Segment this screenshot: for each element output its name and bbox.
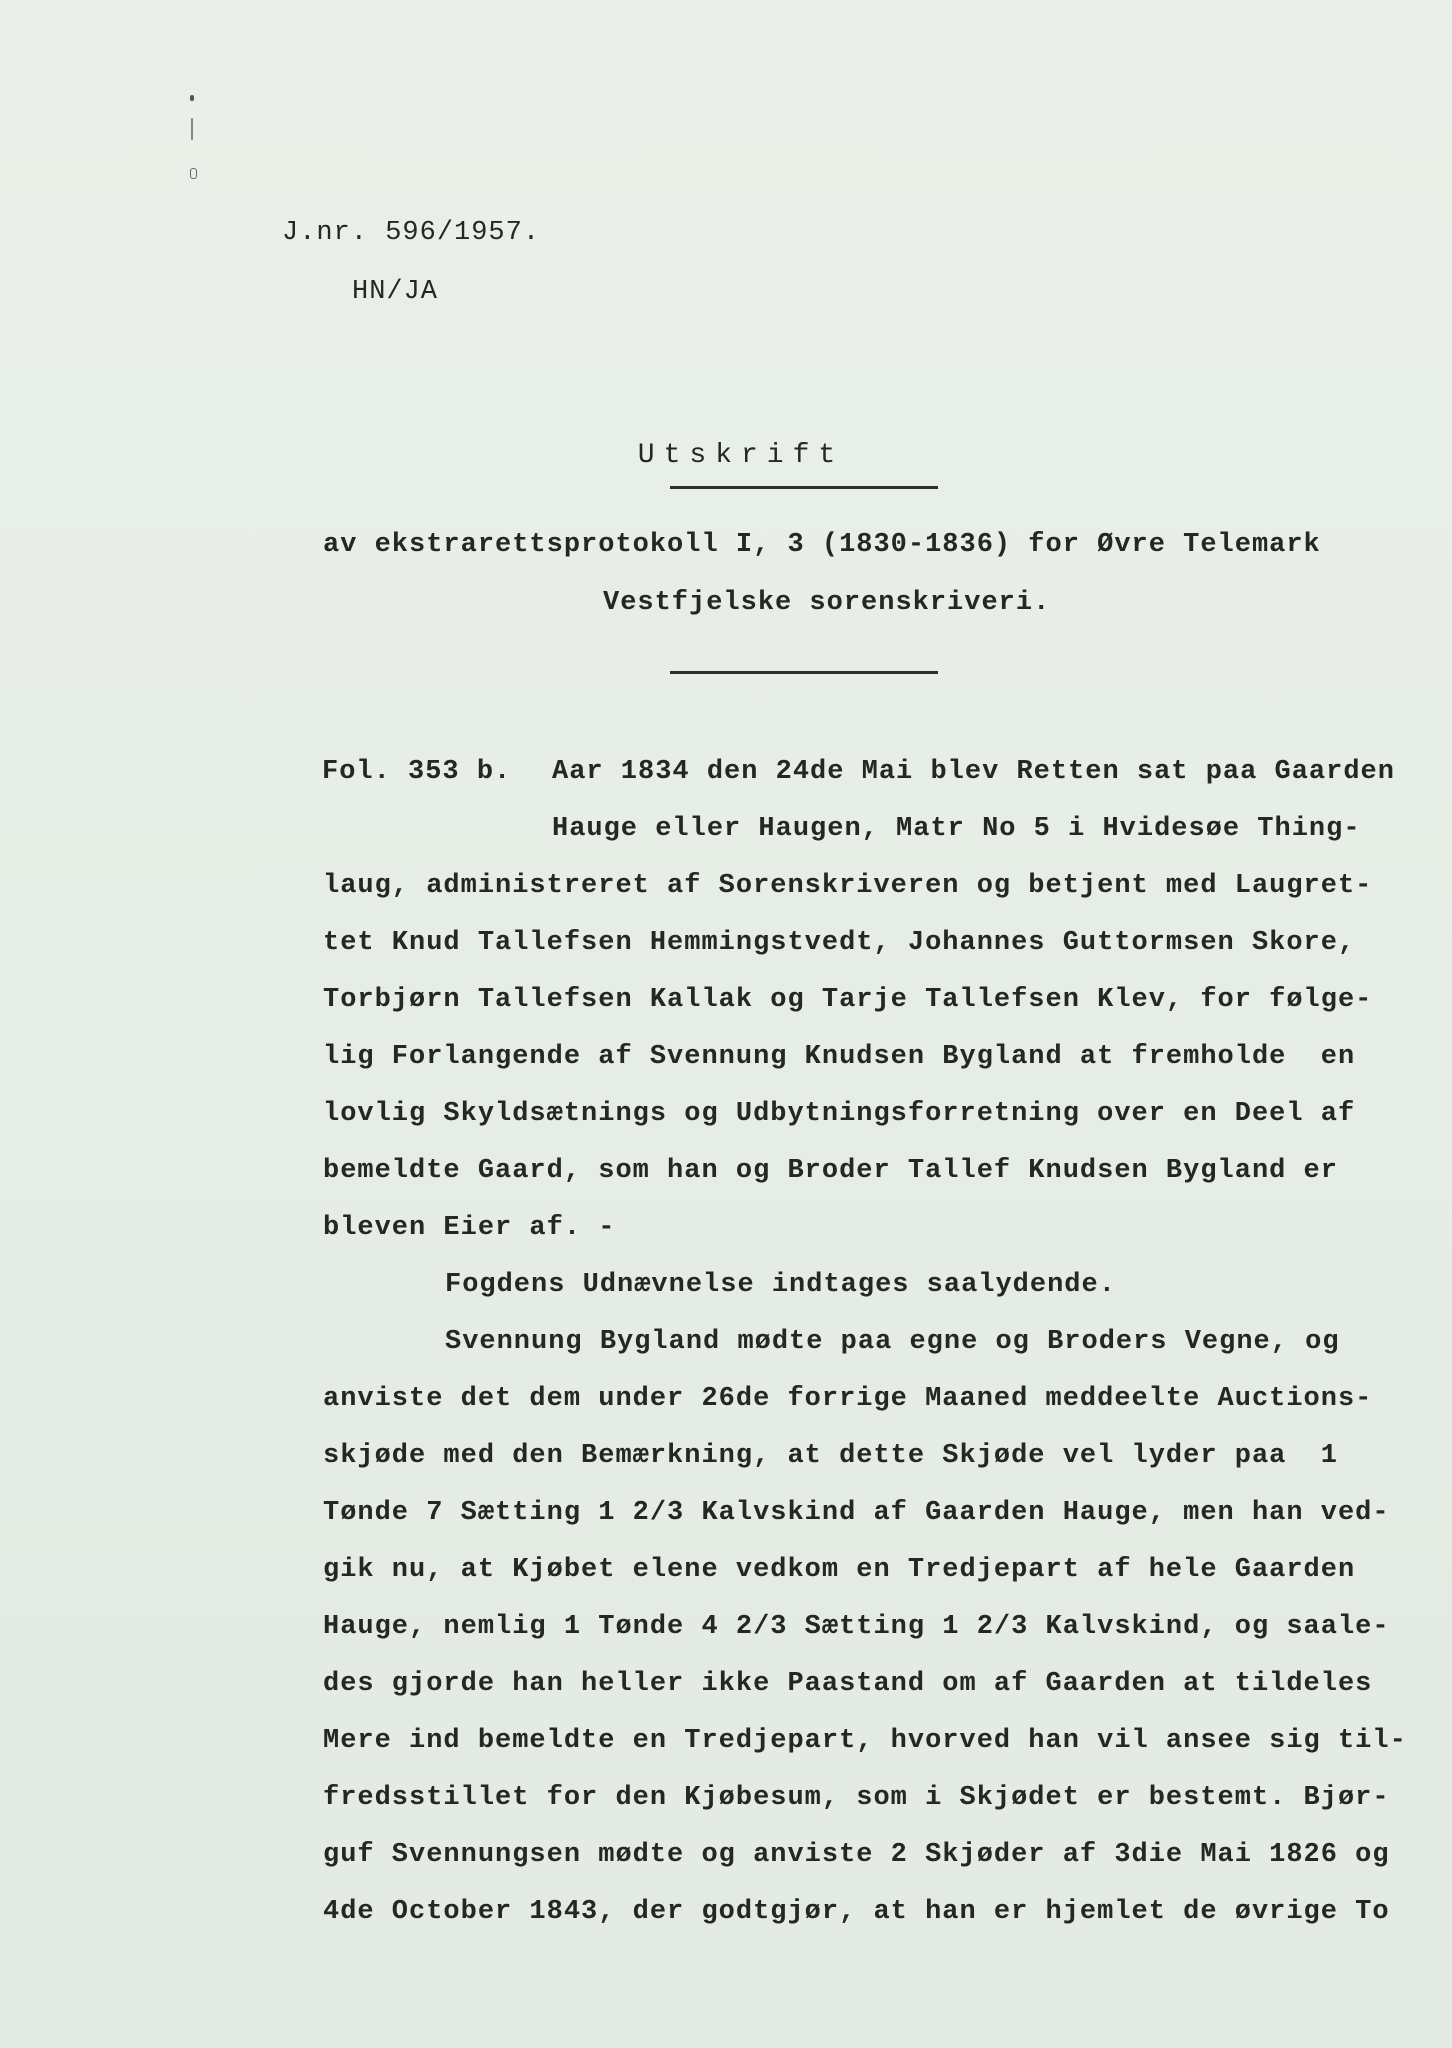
- document-title: Utskrift: [637, 440, 845, 471]
- body-line: lig Forlangende af Svennung Knudsen Bygland at fremholde en: [323, 1042, 1356, 1072]
- body-line: gik nu, at Kjøbet elene vedkom en Tredjepart af hele Gaarden: [323, 1555, 1356, 1585]
- body-line: bemeldte Gaard, som han og Broder Tallef Knudsen Bygland er: [323, 1156, 1338, 1186]
- body-line: laug, administreret af Sorenskriveren og betjent med Laugret-: [323, 871, 1373, 901]
- section-divider: [670, 671, 938, 674]
- body-line: guf Svennungsen mødte og anviste 2 Skjøder af 3die Mai 1826 og: [323, 1840, 1390, 1870]
- subtitle-line-1: av ekstrarettsprotokoll I, 3 (1830-1836) for Øvre Telemark: [323, 530, 1321, 560]
- body-line: tet Knud Tallefsen Hemmingstvedt, Johannes Guttormsen Skore,: [323, 928, 1356, 958]
- punch-mark-bottom: [190, 168, 197, 179]
- body-line: Hauge, nemlig 1 Tønde 4 2/3 Sætting 1 2/3 Kalvskind, og saale-: [323, 1612, 1390, 1642]
- body-line: Mere ind bemeldte en Tredjepart, hvorved han vil ansee sig til-: [323, 1726, 1407, 1756]
- body-line: skjøde med den Bemærkning, at dette Skjøde vel lyder paa 1: [323, 1441, 1338, 1471]
- folio-reference: Fol. 353 b.: [322, 757, 512, 787]
- body-line: Fogdens Udnævnelse indtages saalydende.: [445, 1270, 1116, 1300]
- body-line: Svennung Bygland mødte paa egne og Broders Vegne, og: [445, 1327, 1340, 1357]
- body-line: bleven Eier af. -: [323, 1213, 616, 1243]
- body-line: 4de October 1843, der godtgjør, at han er hjemlet de øvrige To: [323, 1897, 1390, 1927]
- journal-number: J.nr. 596/1957.: [282, 218, 541, 248]
- punch-mark-middle: [191, 118, 193, 140]
- body-line: des gjorde han heller ikke Paastand om af Gaarden at tildeles: [323, 1669, 1373, 1699]
- body-line: Hauge eller Haugen, Matr No 5 i Hvidesøe Thing-: [552, 814, 1361, 844]
- body-line: fredsstillet for den Kjøbesum, som i Skjødet er bestemt. Bjør-: [323, 1783, 1390, 1813]
- initials: HN/JA: [352, 277, 439, 307]
- title-underline: [670, 486, 938, 489]
- body-line: Aar 1834 den 24de Mai blev Retten sat paa Gaarden: [552, 757, 1395, 787]
- body-line: Tønde 7 Sætting 1 2/3 Kalvskind af Gaarden Hauge, men han ved-: [323, 1498, 1390, 1528]
- punch-mark-top: [190, 95, 194, 101]
- subtitle-line-2: Vestfjelske sorenskriveri.: [603, 588, 1051, 618]
- body-line: anviste det dem under 26de forrige Maaned meddeelte Auctions-: [323, 1384, 1373, 1414]
- body-line: Torbjørn Tallefsen Kallak og Tarje Tallefsen Klev, for følge-: [323, 985, 1373, 1015]
- body-line: lovlig Skyldsætnings og Udbytningsforretning over en Deel af: [323, 1099, 1356, 1129]
